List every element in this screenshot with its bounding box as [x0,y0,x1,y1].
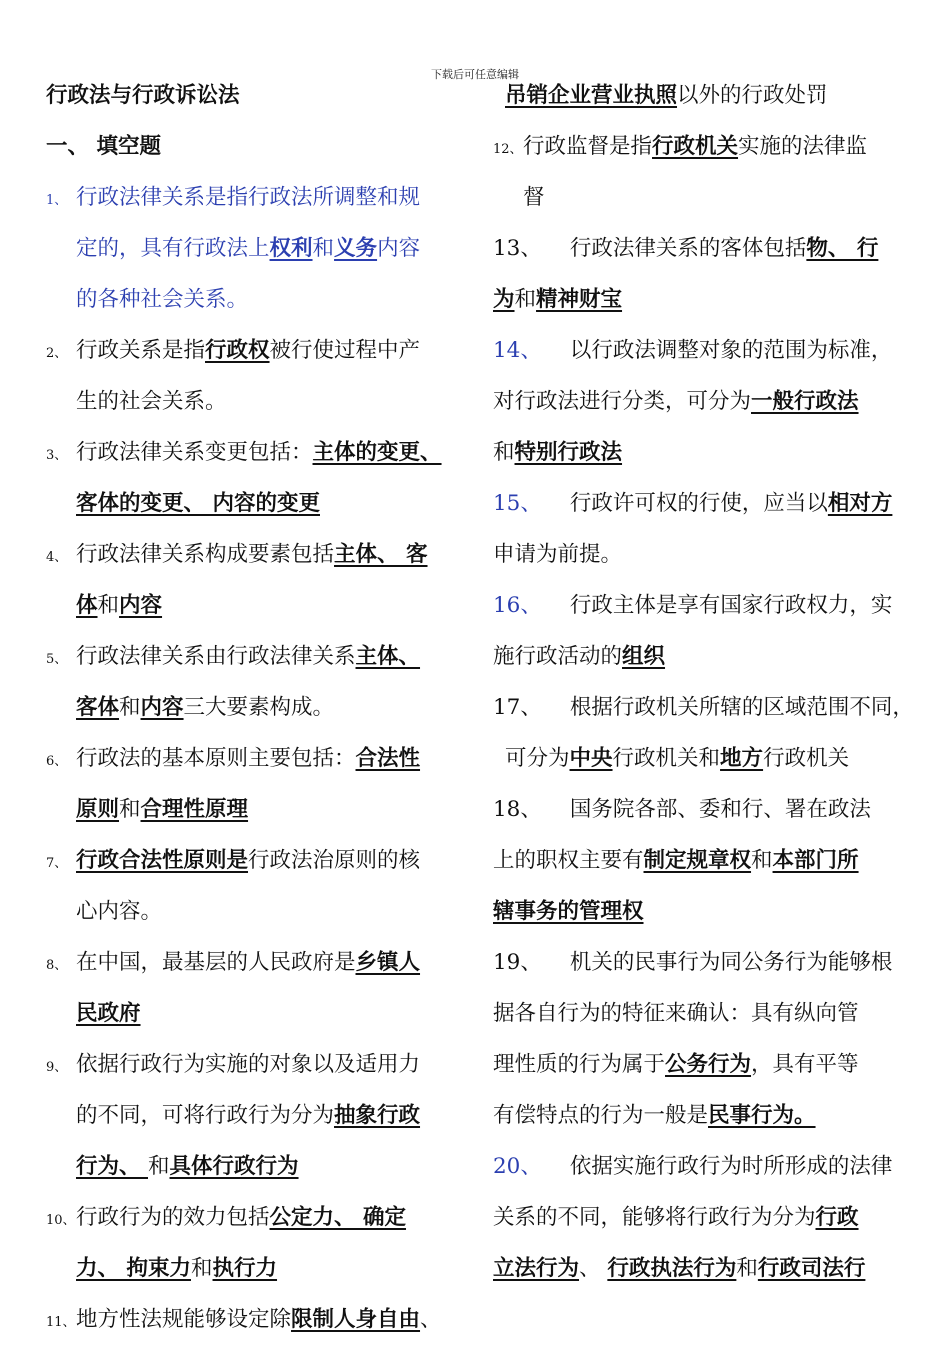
text-line [493,121,911,172]
text-line [493,580,911,631]
item-number: 15、 [493,491,542,516]
body-text: 行政法治原则的核 [248,848,421,873]
item-number: 4、 [46,550,68,565]
text-line [46,325,464,376]
body-text: 施行政活动的 [493,644,623,669]
text-line [493,478,911,529]
text-line [46,1039,464,1090]
body-text: 行政法的基本原则主要包括： [76,746,356,771]
text-line [493,1090,911,1141]
item-number: 6、 [46,754,68,769]
answer-text: 民事行为。 [708,1103,816,1128]
body-text: 可分为 [505,746,570,771]
item-number: 14、 [493,338,542,363]
body-text: 内容 [377,236,421,261]
answer-text: 行政机关 [652,134,739,159]
text-line [46,70,464,121]
text-line [46,937,464,988]
item-number: 9、 [46,1060,68,1075]
text-line [46,1294,464,1345]
body-text: 三大要素构成。 [183,695,335,720]
answer-text: 民政府 [76,1001,141,1026]
body-text: 生的社会关系。 [76,389,227,414]
body-text: 和 [751,848,773,873]
answer-text: 相对方 [827,491,893,516]
body-text: 和 [148,1154,170,1179]
body-text: 行政许可权的行使，应当以 [569,491,828,516]
item-number: 10、 [46,1213,76,1228]
answer-text: 执行力 [212,1256,278,1281]
body-text: 以行政法调整对象的范围为标准， [569,338,893,363]
text-line [46,631,464,682]
text-line [493,1243,911,1294]
item-number: 5、 [46,652,68,667]
answer-text: 行政合法性原则是 [76,848,249,873]
answer-text: 行政 [815,1205,859,1230]
body-text: 行政监督是指 [523,134,653,159]
text-line [493,529,911,580]
text-line [46,427,464,478]
text-line [493,1039,911,1090]
answer-text: 行政司法行 [757,1256,866,1281]
body-text: 被行使过程中产 [269,338,421,363]
answer-text: 合法性 [355,746,421,771]
left-column [46,70,464,1345]
answer-text: 立法行为 [493,1256,580,1281]
text-line [493,376,911,427]
body-text: 国务院各部、委和行、署在政法 [569,797,871,822]
text-line [46,682,464,733]
text-line [493,886,911,937]
item-number: 19、 [493,950,542,975]
body-text: 行政机关和 [612,746,721,771]
answer-text: 中央 [569,746,613,771]
body-text: 申请为前提。 [493,542,623,567]
body-text: 和 [493,440,515,465]
body-text: 、 [420,1307,442,1332]
item-number: 11、 [46,1315,76,1330]
text-line [46,835,464,886]
body-text: ，具有平等 [751,1052,859,1077]
answer-text: 特别行政法 [514,440,623,465]
answer-text: 权利 [269,236,313,261]
answer-text: 辖事务的管理权 [493,899,644,924]
item-number: 8、 [46,958,68,973]
answer-text: 客体的变更、 内容的变更 [76,491,320,516]
answer-text: 吊销企业营业执照 [505,83,678,108]
body-text: 和 [119,695,141,720]
answer-text: 原则 [76,797,120,822]
text-line [493,784,911,835]
text-line [493,325,911,376]
body-text: 行政法律关系由行政法律关系 [76,644,356,669]
answer-text: 乡镇人 [355,950,421,975]
text-line [46,784,464,835]
text-line [46,733,464,784]
body-text: 行政法律关系是指行政法所调整和规 [76,185,421,210]
answer-text: 组织 [622,644,666,669]
item-number: 3、 [46,448,68,463]
body-text: 行政主体是享有国家行政权力，实 [569,593,893,618]
text-line [493,988,911,1039]
body-text: 以外的行政处罚 [677,83,828,108]
answer-text: 行政权 [205,338,270,363]
text-line [493,70,911,121]
body-text: 依据行政行为实施的对象以及适用力 [76,1052,421,1077]
answer-text: 精神财宝 [536,287,623,312]
text-line [46,1243,464,1294]
text-line [493,172,911,223]
answer-text: 内容 [140,695,184,720]
body-text: 上的职权主要有 [493,848,644,873]
answer-text: 义务 [334,236,378,261]
text-line [46,886,464,937]
answer-text: 力、 拘束力 [76,1256,191,1281]
right-column [493,70,914,1294]
text-line [493,1141,911,1192]
text-line [46,478,464,529]
text-line [493,274,911,325]
body-text: 督 [523,185,545,210]
answer-text: 抽象行政 [334,1103,421,1128]
text-line [493,223,911,274]
answer-text: 公务行为 [665,1052,752,1077]
answer-text: 一般行政法 [751,389,859,414]
item-number: 17、 [493,695,542,720]
body-text: 据各自行为的特征来确认：具有纵向管 [493,1001,859,1026]
page-header: 下载后可任意编辑 [431,68,519,81]
body-text: 对行政法进行分类，可分为 [493,389,752,414]
body-text: 的各种社会关系。 [76,287,249,312]
answer-text: 主体的变更、 [312,440,442,465]
text-line [493,631,911,682]
body-text: 心内容。 [76,899,163,924]
text-line [46,274,464,325]
item-number: 2、 [46,346,68,361]
body-text: 有偿特点的行为一般是 [493,1103,709,1128]
body-text: 依据实施行政行为时所形成的法律 [569,1154,893,1179]
text-line [46,172,464,223]
text-line [46,1141,464,1192]
body-text: 机关的民事行为同公务行为能够根 [569,950,893,975]
text-line [493,427,911,478]
body-text: 关系的不同，能够将行政行为分为 [493,1205,816,1230]
body-text: 的不同，可将行政行为分为 [76,1103,335,1128]
text-line [493,733,911,784]
answer-text: 为 [493,287,515,312]
body-text: 和 [514,287,537,312]
text-line [493,937,911,988]
body-text: 行政法律关系构成要素包括 [76,542,335,567]
text-line [46,223,464,274]
body-text: 行政关系是指 [76,338,206,363]
body-text: 、 [579,1256,608,1281]
text-line [46,988,464,1039]
answer-text: 制定规章权 [643,848,752,873]
answer-text: 体 [76,593,98,618]
body-text: 在中国，最基层的人民政府是 [76,950,356,975]
answer-text: 内容 [119,593,163,618]
body-text: 定的，具有行政法上 [76,236,270,261]
body-text: 和 [312,236,335,261]
answer-text: 地方 [720,746,764,771]
item-number: 18、 [493,797,542,822]
answer-text: 本部门所 [772,848,859,873]
answer-text: 行为、 [76,1154,148,1179]
answer-text: 公定力、 确定 [269,1205,407,1230]
body-text: 行政法与行政诉讼法 [46,83,240,108]
text-line [46,121,464,172]
body-text: 行政法律关系的客体包括 [569,236,807,261]
answer-text: 物、 行 [806,236,879,261]
body-text: 一、 填空题 [46,134,161,159]
body-text: 和 [97,593,120,618]
text-line [493,1192,911,1243]
text-line [46,1090,464,1141]
answer-text: 行政执法行为 [607,1256,737,1281]
body-text: 实施的法律监 [738,134,868,159]
item-number: 16、 [493,593,542,618]
body-text: 和 [119,797,141,822]
item-number: 13、 [493,236,542,261]
text-line [493,682,914,733]
text-line [46,529,464,580]
body-text: 地方性法规能够设定除 [76,1307,292,1332]
item-number: 7、 [46,856,68,871]
text-line [493,835,911,886]
answer-text: 主体、 [355,644,421,669]
answer-text: 客体 [76,695,120,720]
body-text: 行政行为的效力包括 [76,1205,270,1230]
answer-text: 主体、 客 [334,542,428,567]
text-line [46,376,464,427]
answer-text: 限制人身自由 [291,1307,421,1332]
item-number: 20、 [493,1154,542,1179]
body-text: 行政法律关系变更包括： [76,440,313,465]
answer-text: 合理性原理 [140,797,249,822]
body-text: 理性质的行为属于 [493,1052,666,1077]
text-line [46,580,464,631]
answer-text: 具体行政行为 [169,1154,299,1179]
item-number: 1、 [46,193,68,208]
item-number: 12、 [493,142,523,157]
body-text: 根据行政机关所辖的区域范围不同， [569,695,914,720]
text-line [46,1192,464,1243]
body-text: 和 [191,1256,213,1281]
body-text: 行政机关 [763,746,850,771]
body-text: 和 [736,1256,758,1281]
